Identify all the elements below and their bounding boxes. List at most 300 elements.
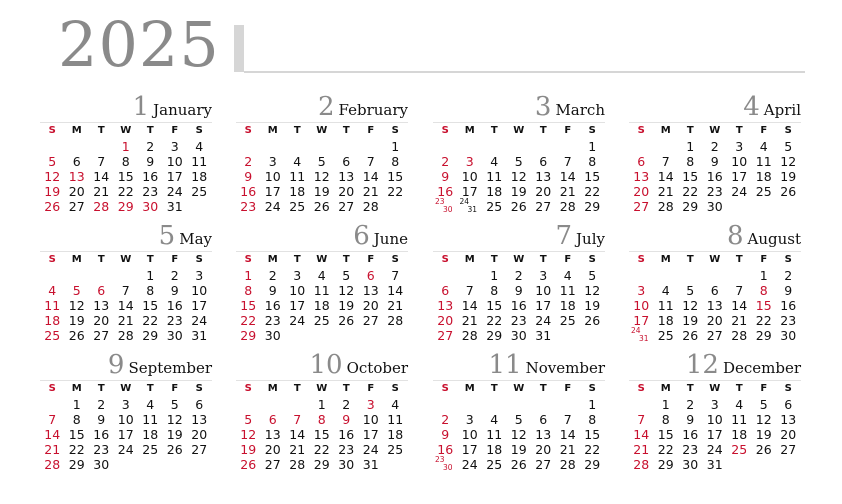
day-cell (776, 457, 801, 472)
day-cell: 26 (68, 328, 85, 343)
day-cell: 11 (191, 154, 208, 169)
day-cell: 31 (191, 328, 208, 343)
week-row (236, 427, 408, 442)
weekday-header (236, 122, 408, 139)
day-cell: 25 (755, 184, 772, 199)
week-row (236, 169, 408, 184)
day-cell: 27 (362, 313, 379, 328)
day-cell: 29 (584, 199, 601, 214)
day-cell: 30 (510, 328, 527, 343)
weekday-header (629, 251, 801, 268)
weekday-label: S (588, 254, 596, 265)
weekday-header (40, 122, 212, 139)
week-row (40, 283, 212, 298)
day-cell: 13 (362, 283, 379, 298)
week-row (40, 169, 212, 184)
day-cell: 7 (48, 412, 57, 427)
weekday-label: S (637, 383, 645, 394)
day-cell: 16 (437, 442, 454, 457)
weekday-label: W (316, 383, 328, 394)
month-name: July (576, 230, 605, 248)
day-cell: 21 (387, 298, 404, 313)
day-cell: 3 (539, 268, 548, 283)
weekday-label: T (146, 254, 154, 265)
day-cell: 4 (48, 283, 57, 298)
day-cell: 3 (710, 397, 719, 412)
day-cell: 21 (633, 442, 650, 457)
week-row (433, 328, 605, 343)
weekday-label: S (637, 125, 645, 136)
day-cell: 12 (682, 298, 699, 313)
day-cell: 19 (682, 313, 699, 328)
weekday-label: F (367, 383, 375, 394)
day-cell (482, 139, 507, 154)
day-cell: 11 (387, 412, 404, 427)
day-cell: 4 (391, 397, 400, 412)
day-cell: 7 (563, 154, 572, 169)
month-name: March (555, 101, 605, 119)
month-january (40, 94, 212, 214)
day-cell (187, 457, 212, 472)
day-cell: 10 (633, 298, 650, 313)
day-cell: 5 (514, 154, 523, 169)
day-cell: 12 (166, 412, 183, 427)
day-cell: 9 (441, 427, 450, 442)
day-cell: 29 (142, 328, 159, 343)
day-cell: 22 (313, 442, 330, 457)
day-cell: 25 (486, 199, 503, 214)
weekday-label: W (709, 125, 721, 136)
day-cell: 10 (706, 412, 723, 427)
day-cell (458, 268, 483, 283)
day-cell: 18 (142, 427, 159, 442)
day-cell: 18 (289, 184, 306, 199)
day-cell: 30 (780, 328, 797, 343)
day-cell: 7 (735, 283, 744, 298)
month-name: June (373, 230, 408, 248)
weekday-label: S (48, 125, 56, 136)
weekday-label: S (195, 125, 203, 136)
day-cell: 14 (731, 298, 748, 313)
day-cell: 10 (731, 154, 748, 169)
weekday-label: S (784, 254, 792, 265)
week-row (433, 442, 605, 457)
day-cell: 28 (559, 199, 576, 214)
weekday-label: T (293, 383, 301, 394)
day-cell: 15 (68, 427, 85, 442)
day-cell (89, 268, 114, 283)
day-cell: 1 (759, 268, 768, 283)
day-cell: 1 (72, 397, 81, 412)
weekday-label: S (784, 125, 792, 136)
week-row (629, 412, 801, 427)
weekday-label: S (391, 254, 399, 265)
week-row (40, 184, 212, 199)
week-row (433, 283, 605, 298)
day-cell: 6 (268, 412, 277, 427)
day-cell: 23 (93, 442, 110, 457)
week-row (40, 442, 212, 457)
weekday-label: S (588, 383, 596, 394)
day-cell: 6 (366, 268, 375, 283)
weekday-label: S (244, 383, 252, 394)
day-cell: 26 (510, 199, 527, 214)
day-cell: 10 (191, 283, 208, 298)
day-cell: 6 (710, 283, 719, 298)
weekday-label: T (490, 383, 498, 394)
day-cell: 7 (563, 412, 572, 427)
day-cell: 12 (780, 154, 797, 169)
day-cell: 17 (535, 298, 552, 313)
day-cell: 19 (68, 313, 85, 328)
day-cell: 21 (362, 184, 379, 199)
day-cell: 26 (240, 457, 257, 472)
month-october (236, 352, 408, 472)
day-cell: 11 (755, 154, 772, 169)
month-header (236, 94, 408, 122)
day-cell: 4 (490, 154, 499, 169)
month-name: August (747, 230, 801, 248)
week-row (40, 397, 212, 412)
day-cell: 24 31 (459, 197, 478, 214)
day-cell (383, 199, 408, 214)
month-name: October (346, 359, 408, 377)
week-row (629, 139, 801, 154)
week-row (629, 457, 801, 472)
week-row (629, 268, 801, 283)
weekday-label: W (513, 125, 525, 136)
day-cell: 27 (93, 328, 110, 343)
weekday-label: S (195, 383, 203, 394)
day-cell (507, 397, 532, 412)
weekday-header (40, 380, 212, 397)
day-cell: 30 (93, 457, 110, 472)
day-cell: 13 (633, 169, 650, 184)
weekday-label: M (464, 125, 475, 136)
day-cell: 22 (117, 184, 134, 199)
day-cell: 29 (313, 457, 330, 472)
month-name: September (128, 359, 212, 377)
day-cell: 10 (461, 169, 478, 184)
day-cell: 8 (759, 283, 768, 298)
week-row (433, 184, 605, 199)
day-cell: 4 (195, 139, 204, 154)
day-cell: 31 (535, 328, 552, 343)
day-cell: 4 (293, 154, 302, 169)
week-row (629, 298, 801, 313)
week-row (629, 154, 801, 169)
day-cell: 2 (441, 412, 450, 427)
day-cell: 23 (338, 442, 355, 457)
day-cell: 6 (195, 397, 204, 412)
day-cell: 31 (362, 457, 379, 472)
day-cell: 30 (338, 457, 355, 472)
day-cell: 29 (657, 457, 674, 472)
week-row (40, 268, 212, 283)
day-cell (752, 457, 777, 472)
month-number: 12 (685, 350, 719, 380)
day-cell: 13 (437, 298, 454, 313)
month-number: 9 (107, 350, 125, 380)
day-cell: 9 (710, 154, 719, 169)
day-cell: 26 (313, 199, 330, 214)
day-cell: 6 (97, 283, 106, 298)
day-cell: 5 (170, 397, 179, 412)
weekday-label: W (709, 383, 721, 394)
weekday-label: W (513, 383, 525, 394)
day-cell (629, 397, 654, 412)
day-cell: 15 (117, 169, 134, 184)
day-cell: 24 (166, 184, 183, 199)
weekday-label: M (71, 383, 82, 394)
day-cell (236, 139, 261, 154)
day-cell: 25 (44, 328, 61, 343)
day-cell (261, 139, 286, 154)
day-cell: 17 (706, 427, 723, 442)
day-cell: 9 (784, 283, 793, 298)
week-row (40, 412, 212, 427)
day-cell: 15 (584, 169, 601, 184)
day-cell: 5 (342, 268, 351, 283)
day-cell: 17 (362, 427, 379, 442)
day-cell: 17 (461, 442, 478, 457)
month-header (629, 94, 801, 122)
day-cell: 21 (93, 184, 110, 199)
day-cell: 26 (780, 184, 797, 199)
day-cell: 7 (465, 283, 474, 298)
day-cell: 20 (191, 427, 208, 442)
day-cell: 2 (146, 139, 155, 154)
weekday-header (40, 251, 212, 268)
day-cell: 12 (313, 169, 330, 184)
day-cell: 18 (191, 169, 208, 184)
day-cell: 18 (559, 298, 576, 313)
day-cell: 15 (240, 298, 257, 313)
weekday-label: F (760, 254, 768, 265)
day-cell: 12 (44, 169, 61, 184)
day-cell: 1 (588, 397, 597, 412)
day-cell: 13 (191, 412, 208, 427)
week-row (236, 184, 408, 199)
day-cell: 13 (780, 412, 797, 427)
day-cell: 26 (584, 313, 601, 328)
day-cell: 12 (755, 412, 772, 427)
day-cell: 27 (535, 457, 552, 472)
day-cell: 25 (313, 313, 330, 328)
day-cell (40, 139, 65, 154)
day-cell: 18 (486, 442, 503, 457)
day-cell: 3 (195, 268, 204, 283)
day-cell: 3 (735, 139, 744, 154)
day-cell: 2 (686, 397, 695, 412)
day-cell: 6 (441, 283, 450, 298)
day-cell: 20 (535, 184, 552, 199)
day-cell (678, 268, 703, 283)
month-april (629, 94, 801, 214)
day-cell: 11 (289, 169, 306, 184)
day-cell: 31 (166, 199, 183, 214)
day-cell: 15 (313, 427, 330, 442)
day-cell: 1 (317, 397, 326, 412)
day-cell: 3 (465, 412, 474, 427)
day-cell: 15 (142, 298, 159, 313)
weekday-label: T (735, 383, 743, 394)
day-cell: 5 (514, 412, 523, 427)
day-cell: 5 (244, 412, 253, 427)
day-cell: 16 (706, 169, 723, 184)
day-cell: 22 (755, 313, 772, 328)
day-cell: 27 (780, 442, 797, 457)
weekday-label: T (490, 125, 498, 136)
day-cell: 26 (166, 442, 183, 457)
day-cell (383, 328, 408, 343)
weekday-label: S (244, 254, 252, 265)
day-cell: 16 (240, 184, 257, 199)
weekday-label: T (342, 383, 350, 394)
weekday-label: T (97, 383, 105, 394)
day-cell: 19 (313, 184, 330, 199)
day-cell (458, 139, 483, 154)
day-cell: 5 (72, 283, 81, 298)
day-cell: 3 (170, 139, 179, 154)
day-cell: 11 (559, 283, 576, 298)
day-cell (89, 139, 114, 154)
day-cell: 20 (706, 313, 723, 328)
day-cell: 26 (755, 442, 772, 457)
day-cell: 27 (68, 199, 85, 214)
day-cell (40, 397, 65, 412)
week-row (40, 139, 212, 154)
month-number: 11 (488, 350, 522, 380)
weekday-header (629, 380, 801, 397)
day-cell: 3 (293, 268, 302, 283)
day-cell: 23 (780, 313, 797, 328)
week-row (433, 169, 605, 184)
week-row (236, 283, 408, 298)
week-row (433, 298, 605, 313)
day-cell: 4 (563, 268, 572, 283)
day-cell: 24 (706, 442, 723, 457)
day-cell: 28 (387, 313, 404, 328)
day-cell: 22 (387, 184, 404, 199)
day-cell (703, 268, 728, 283)
day-cell (727, 199, 752, 214)
day-cell: 20 (264, 442, 281, 457)
day-cell: 10 (264, 169, 281, 184)
day-cell: 9 (686, 412, 695, 427)
day-cell: 1 (244, 268, 253, 283)
day-cell: 3 (121, 397, 130, 412)
month-number: 3 (534, 92, 552, 122)
day-cell (40, 268, 65, 283)
day-cell: 4 (735, 397, 744, 412)
day-cell: 27 (535, 199, 552, 214)
month-header (40, 352, 212, 380)
day-cell (236, 397, 261, 412)
day-cell: 15 (486, 298, 503, 313)
day-cell: 5 (588, 268, 597, 283)
week-row (236, 298, 408, 313)
day-cell: 25 (142, 442, 159, 457)
weekday-label: T (539, 383, 547, 394)
weekday-label: S (195, 254, 203, 265)
day-cell: 30 (166, 328, 183, 343)
week-row (433, 397, 605, 412)
weekday-label: T (293, 254, 301, 265)
day-cell (285, 139, 310, 154)
day-cell (727, 457, 752, 472)
day-cell: 21 (657, 184, 674, 199)
month-number: 1 (132, 92, 150, 122)
day-cell: 28 (633, 457, 650, 472)
day-cell: 24 (264, 199, 281, 214)
day-cell: 9 (244, 169, 253, 184)
day-cell: 15 (657, 427, 674, 442)
day-cell (334, 139, 359, 154)
day-cell (629, 139, 654, 154)
day-cell: 9 (268, 283, 277, 298)
day-cell: 10 (166, 154, 183, 169)
day-cell: 22 (240, 313, 257, 328)
day-cell: 6 (342, 154, 351, 169)
weekday-label: S (637, 254, 645, 265)
day-cell: 21 (559, 442, 576, 457)
day-cell (433, 397, 458, 412)
month-name: February (338, 101, 408, 119)
day-cell: 18 (387, 427, 404, 442)
weekday-label: F (760, 383, 768, 394)
month-header (40, 94, 212, 122)
day-cell: 11 (44, 298, 61, 313)
day-cell: 14 (117, 298, 134, 313)
weekday-label: T (97, 254, 105, 265)
weekday-header (629, 122, 801, 139)
day-cell: 7 (637, 412, 646, 427)
day-cell: 2 (342, 397, 351, 412)
week-row (40, 154, 212, 169)
day-cell: 1 (121, 139, 130, 154)
day-cell: 24 31 (631, 326, 649, 343)
week-row (433, 313, 605, 328)
day-cell: 11 (486, 427, 503, 442)
day-cell: 14 (289, 427, 306, 442)
week-row (236, 313, 408, 328)
day-cell: 16 (166, 298, 183, 313)
day-cell: 31 (706, 457, 723, 472)
day-cell: 8 (686, 154, 695, 169)
weekday-label: T (686, 125, 694, 136)
month-header (433, 223, 605, 251)
day-cell: 23 (240, 199, 257, 214)
weekday-label: S (244, 125, 252, 136)
week-row (236, 154, 408, 169)
weekday-label: T (686, 254, 694, 265)
day-cell: 11 (142, 412, 159, 427)
day-cell: 1 (391, 139, 400, 154)
month-number: 10 (309, 350, 343, 380)
day-cell (285, 397, 310, 412)
day-cell: 6 (72, 154, 81, 169)
day-cell: 20 (338, 184, 355, 199)
day-cell: 13 (264, 427, 281, 442)
day-cell: 25 (559, 313, 576, 328)
day-cell: 5 (686, 283, 695, 298)
day-cell: 13 (535, 169, 552, 184)
day-cell: 14 (633, 427, 650, 442)
weekday-label: W (120, 383, 132, 394)
day-cell: 28 (731, 328, 748, 343)
day-cell: 5 (48, 154, 57, 169)
